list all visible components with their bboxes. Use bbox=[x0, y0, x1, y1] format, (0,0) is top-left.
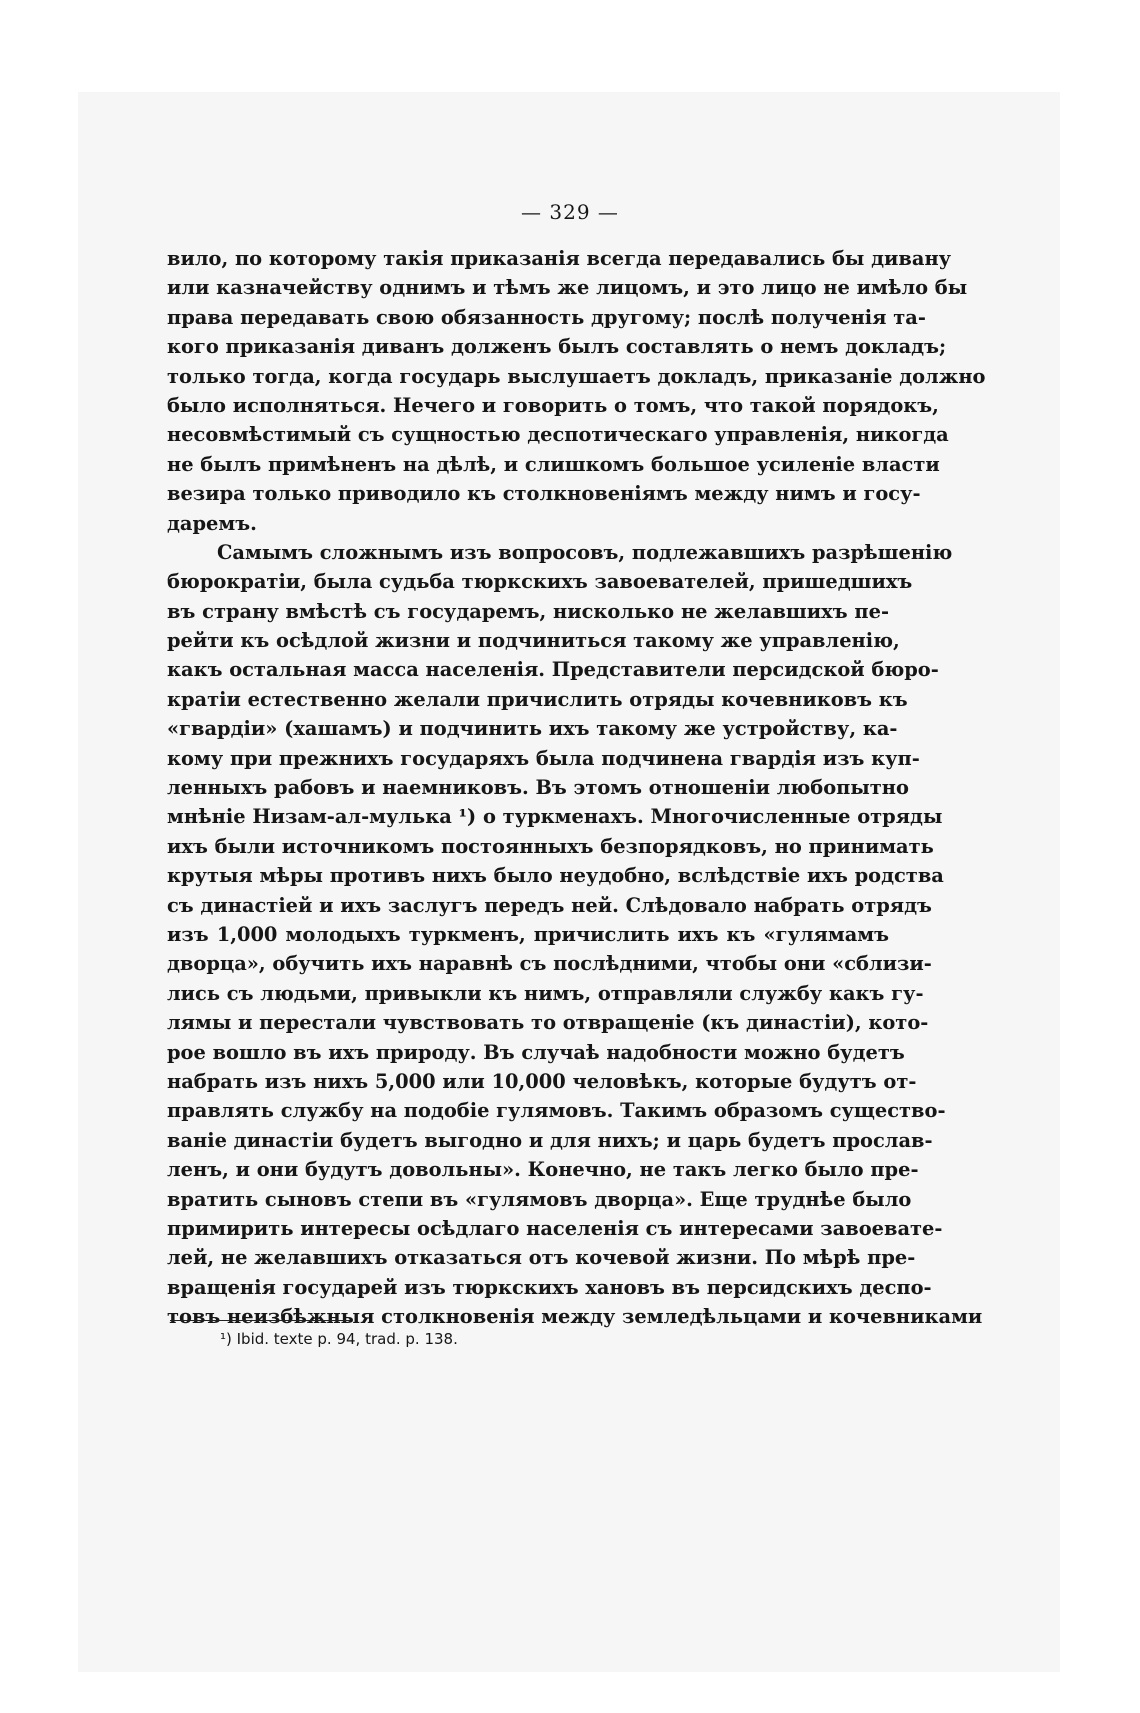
text-line: вращенія государей изъ тюркскихъ хановъ въ персидскихъ деспо- bbox=[167, 1275, 932, 1299]
text-line: ленъ, и они будутъ довольны». Конечно, не такъ легко было пре- bbox=[167, 1158, 919, 1182]
text-line: товъ неизбѣжныя столкновенія между земледѣльцами и кочевниками bbox=[167, 1305, 983, 1329]
text-line: изъ 1,000 молодыхъ туркменъ, причислить ихъ къ «гулямамъ bbox=[167, 922, 889, 946]
text-line: правлять службу на подобіе гулямовъ. Такимъ образомъ существо- bbox=[167, 1099, 946, 1123]
footnote-separator bbox=[170, 1320, 350, 1321]
text-line: или казначейству однимъ и тѣмъ же лицомъ, и это лицо не имѣло бы bbox=[167, 276, 968, 300]
text-line: было исполняться. Нечего и говорить о томъ, что такой порядокъ, bbox=[167, 393, 939, 417]
text-line: рейти къ осѣдлой жизни и подчиниться такому же управленію, bbox=[167, 629, 900, 653]
text-line: лямы и перестали чувствовать то отвращеніе (къ династіи), кото- bbox=[167, 1011, 929, 1035]
text-line: дворца», обучить ихъ наравнѣ съ послѣдними, чтобы они «сблизи- bbox=[167, 952, 932, 976]
text-line: лей, не желавшихъ отказаться отъ кочевой жизни. По мѣрѣ пре- bbox=[167, 1246, 916, 1270]
text-line: крутыя мѣры противъ нихъ было неудобно, вслѣдствіе ихъ родства bbox=[167, 864, 944, 888]
text-line: бюрократіи, была судьба тюркскихъ завоевателей, пришедшихъ bbox=[167, 570, 913, 594]
page-number: — 329 — bbox=[521, 200, 619, 224]
text-line: съ династіей и ихъ заслугъ передъ ней. Слѣдовало набрать отрядъ bbox=[167, 893, 932, 917]
text-line: какъ остальная масса населенія. Представители персидской бюро- bbox=[167, 658, 939, 682]
text-line: даремъ. bbox=[167, 511, 257, 535]
text-line: ихъ были источникомъ постоянныхъ безпорядковъ, но принимать bbox=[167, 834, 934, 858]
text-line: рое вошло въ ихъ природу. Въ случаѣ надобности можно будетъ bbox=[167, 1040, 905, 1064]
text-line: примирить интересы осѣдлаго населенія съ интересами завоевате- bbox=[167, 1216, 943, 1240]
text-line: «гвардіи» (хашамъ) и подчинить ихъ такому же устройству, ка- bbox=[167, 717, 898, 741]
text-line: только тогда, когда государь выслушаетъ докладъ, приказаніе должно bbox=[167, 364, 986, 388]
text-line: въ страну вмѣстѣ съ государемъ, нисколько не желавшихъ пе- bbox=[167, 599, 889, 623]
body-text bbox=[167, 244, 986, 1331]
text-line: несовмѣстимый съ сущностью деспотическаго управленія, никогда bbox=[167, 423, 949, 447]
text-line: ваніе династіи будетъ выгодно и для нихъ; и царь будетъ прослав- bbox=[167, 1128, 933, 1152]
text-line: права передавать свою обязанность другому; послѣ полученія та- bbox=[167, 305, 926, 329]
text-line: вило, по которому такія приказанія всегда передавались бы дивану bbox=[167, 247, 952, 270]
text-line: кратіи естественно желали причислить отряды кочевниковъ къ bbox=[167, 687, 908, 711]
text-line: кого приказанія диванъ долженъ былъ составлять о немъ докладъ; bbox=[167, 335, 947, 359]
text-line: набрать изъ нихъ 5,000 или 10,000 человѣкъ, которые будутъ от- bbox=[167, 1069, 917, 1093]
text-line: вратить сыновъ степи въ «гулямовъ дворца». Еще труднѣе было bbox=[167, 1187, 912, 1211]
text-line: ленныхъ рабовъ и наемниковъ. Въ этомъ отношеніи любопытно bbox=[167, 776, 909, 800]
text-line: кому при прежнихъ государяхъ была подчинена гвардія изъ куп- bbox=[167, 746, 920, 770]
text-line: не былъ примѣненъ на дѣлѣ, и слишкомъ большое усиленіе власти bbox=[167, 452, 940, 476]
footnote: ¹) Ibid. texte p. 94, trad. p. 138. bbox=[220, 1330, 458, 1348]
text-line: лись съ людьми, привыкли къ нимъ, отправляли службу какъ гу- bbox=[167, 981, 924, 1005]
text-line: мнѣніе Низам-ал-мулька ¹) о туркменахъ. Многочисленные отряды bbox=[167, 805, 943, 829]
text-line: везира только приводило къ столкновеніямъ между нимъ и госу- bbox=[167, 482, 921, 506]
paragraph-start-line: Самымъ сложнымъ изъ вопросовъ, подлежавшихъ разрѣшенію bbox=[217, 540, 953, 564]
